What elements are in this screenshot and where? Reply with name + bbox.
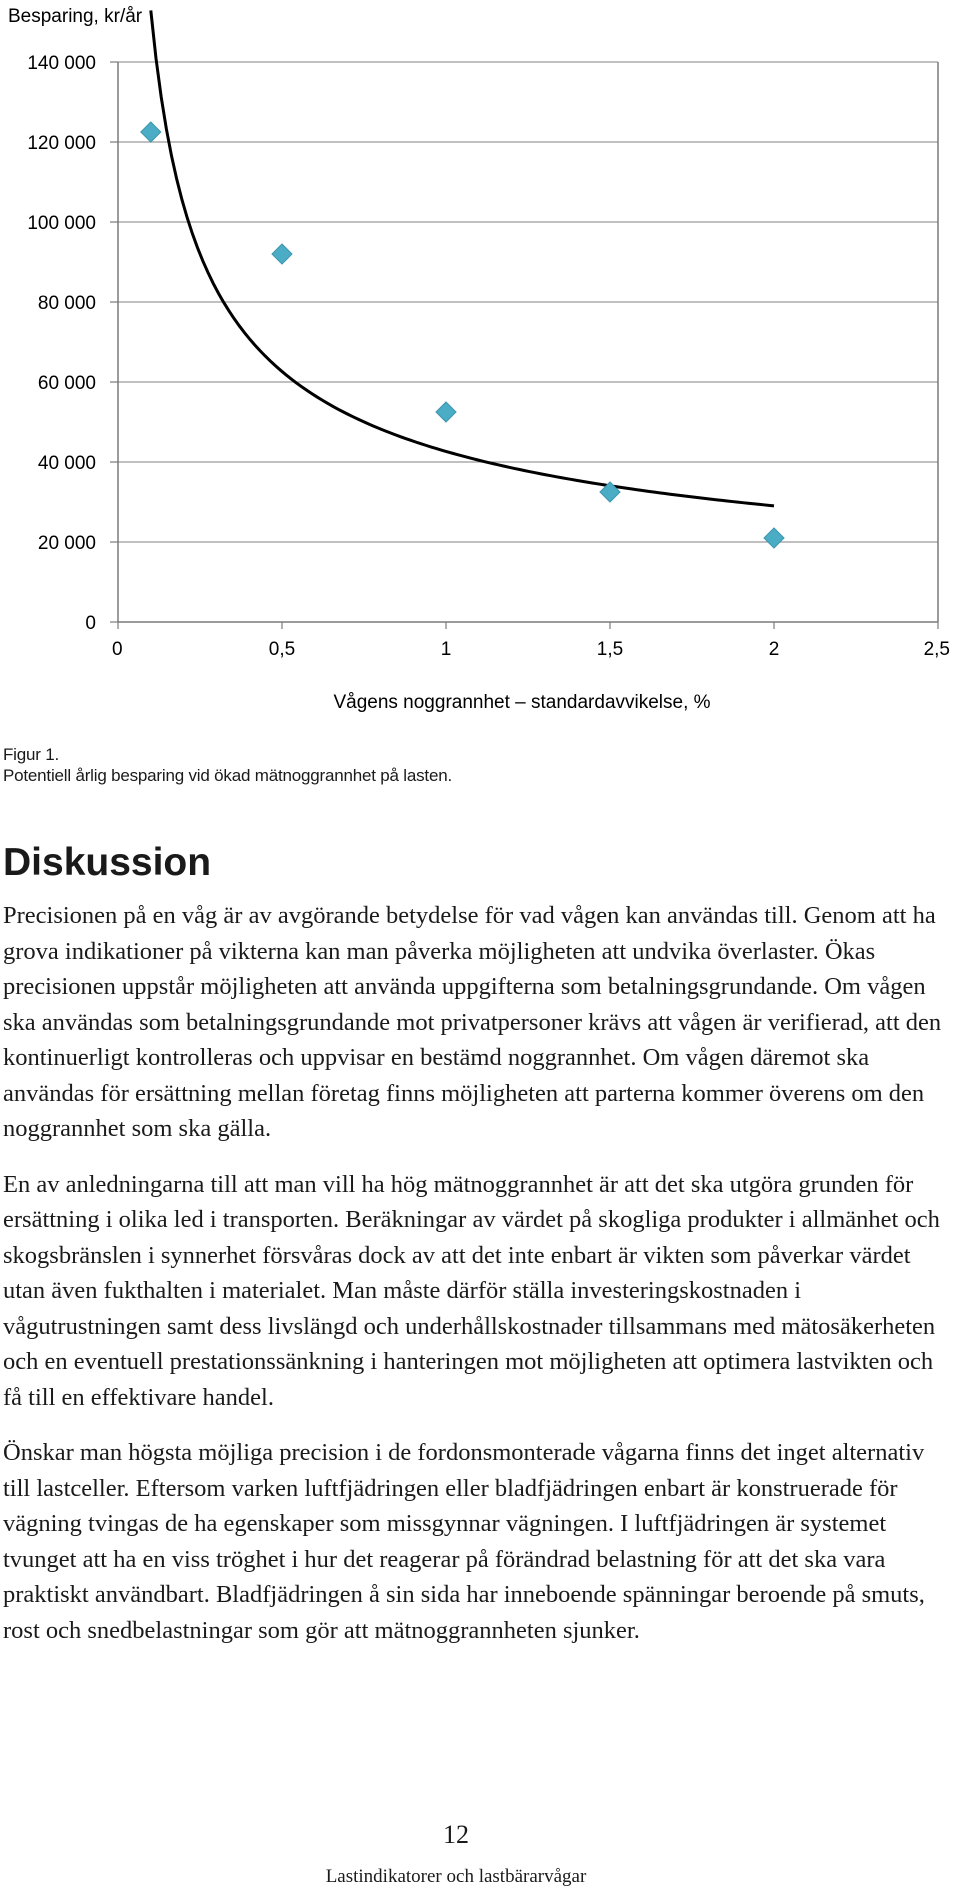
body-text — [3, 898, 953, 1668]
data-point — [272, 244, 292, 264]
paragraph-3: Önskar man högsta möjliga precision i de fordonsmonterade vågarna finns det inget alternativ till lastceller. Eftersom varken luftfjädringen eller bladfjädringen enbart är konstruerade för vägning tvingas de ha egenskaper som missgynnar vägningen. I luftfjädringen är systemet tvunget att ha en viss tröghet i hur det reagerar på förändrad belastning för att det ska vara praktiskt användbart. Bladfjädringen å sin sida har inneboende spänningar beroende på smuts, rost och snedbelastningar som gör att mätnoggrannheten sjunker. — [3, 1439, 925, 1644]
paragraph-2: En av anledningarna till att man vill ha hög mätnoggrannhet är att det ska utgöra grunden för ersättning i olika led i transporten. Beräkningar av värdet på skogliga produkter i allmänhet och skogsbränslen i synnerhet försvåras dock av att det inte enbart är vikten som påverkar värdet utan även fukthalten i materialet. Man måste därför ställa investeringskostnaden i vågutrustningen samt dess livslängd och underhållskostnader tillsammans med mätosäkerheten och en eventuell prestationssänkning i hanteringen mot möjligheten att optimera lastvikten och få till en effektivare handel. — [3, 1170, 940, 1411]
x-axis-title: Vågens noggrannhet – standardavvikelse, % — [333, 692, 711, 713]
y-tick-label: 120 000 — [27, 133, 96, 154]
data-point — [436, 402, 456, 422]
y-tick-label: 20 000 — [37, 533, 96, 554]
running-footer: Lastindikatorer och lastbärarvågar — [325, 1866, 587, 1887]
chart-svg — [0, 0, 960, 720]
y-tick-label: 80 000 — [37, 293, 96, 314]
y-tick-label: 60 000 — [37, 373, 96, 394]
data-point — [764, 528, 784, 548]
y-tick-label: 100 000 — [27, 213, 96, 234]
trendline — [151, 10, 774, 505]
data-point — [141, 122, 161, 142]
figure-label: Figur 1. — [3, 745, 60, 764]
x-tick-label: 1 — [440, 639, 452, 660]
paragraph-1: Precisionen på en våg är av avgörande betydelse för vad vågen kan användas till. Genom att ha grova indikationer på vikterna kan man påverka möjligheten att undvika överlaster. Ökas precisionen uppstår möjligheten att använda uppgifterna som betalningsgrundande. Om vågen ska användas som betalningsgrundande mot privatpersoner krävs att vågen är verifierad, att den kontinuerligt kontrolleras och uppvisar en bestämd noggrannhet. Om vågen däremot ska användas för ersättning mellan företag finns möjligheten att parterna kommer överens om den noggrannhet som ska gälla. — [3, 902, 942, 1142]
y-axis-title: Besparing, kr/år — [8, 6, 143, 27]
y-tick-label: 0 — [85, 613, 96, 634]
x-tick-label: 0 — [112, 639, 123, 660]
x-tick-label: 0,5 — [268, 639, 296, 660]
y-tick-label: 40 000 — [37, 453, 96, 474]
figure-caption — [3, 744, 452, 786]
figure-caption-text: Potentiell årlig besparing vid ökad mätnoggrannhet på lasten. — [3, 766, 452, 785]
x-tick-label: 2,5 — [923, 639, 950, 660]
x-tick-label: 1,5 — [596, 639, 624, 660]
y-tick-label: 140 000 — [27, 53, 96, 74]
chart — [0, 0, 960, 720]
section-heading: Diskussion — [3, 841, 212, 884]
page-number: 12 — [443, 1820, 469, 1849]
x-tick-label: 2 — [768, 639, 780, 660]
